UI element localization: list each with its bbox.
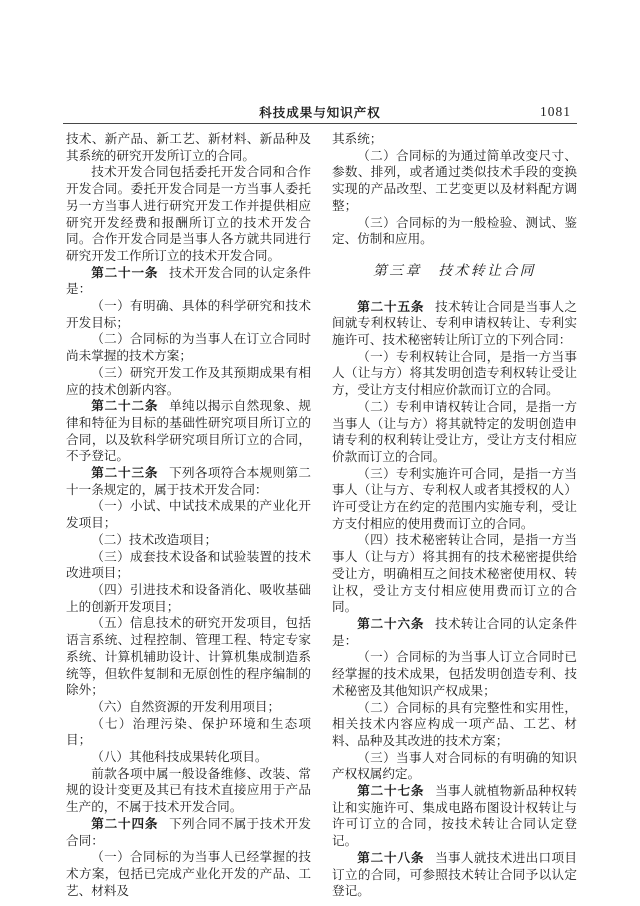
article-number: 第二十二条	[91, 399, 159, 414]
paragraph: （二）合同标的具有完整性和实用性，相关技术内容应构成一项产品、工艺、材料、品种及其改进的技术方案；	[332, 700, 577, 748]
paragraph: 技术开发合同包括委托开发合同和合作开发合同。委托开发合同是一方当事人委托另一方当事人进行研究开发工作并提供相应研究开发经费和报酬所订立的技术开发合同。合作开发合同是当事人各方就共同进行研究开发工作所订立的技术开发合同。	[66, 165, 311, 263]
page-number: 1081	[540, 104, 571, 119]
paragraph: 技术、新产品、新工艺、新材料、新品种及其系统的研究开发所订立的合同。	[66, 132, 311, 163]
paragraph: （三）研究开发工作及其预期成果有相应的技术创新内容。	[66, 365, 311, 397]
paragraph: 其系统；	[332, 132, 383, 146]
paragraph: （五）信息技术的研究开发项目，包括语言系统、过程控制、管理工程、特定专家系统、计算机辅助设计、计算机集成制造系统等，但软件复制和无原创性的程序编制的除外；	[66, 616, 311, 698]
article-number: 第二十一条	[91, 265, 159, 280]
paragraph: （二）合同标的为通过简单改变尺寸、参数、排列，或者通过类似技术手段的变换实现的产品改型、工艺变更以及材料配方调整；	[332, 148, 577, 213]
paragraph: （六）自然资源的开发利用项目；	[91, 699, 281, 714]
chapter-heading: 第三章 技术转让合同	[373, 262, 536, 278]
paragraph: （一）合同标的为当事人订立合同时已经掌握的技术成果，包括发明创造专利、技术秘密及其他知识产权成果；	[332, 650, 577, 698]
paragraph: （二）合同标的为当事人在订立合同时尚未掌握的技术方案；	[66, 332, 311, 364]
article-number: 第二十四条	[91, 816, 159, 831]
paragraph: 第二十八条 当事人就技术进出口项目订立的合同，可参照技术转让合同予以认定登记。	[332, 850, 578, 899]
paragraph: 第二十二条 单纯以揭示自然现象、规律和特征为目标的基础性研究项目所订立的合同，以及软科学研究项目所订立的合同，不予登记。	[66, 399, 312, 464]
paragraph: 前款各项中属一般设备维修、改装、常规的设计变更及其已有技术直接应用于产品生产的，不属于技术开发合同。	[66, 766, 311, 815]
page-header	[63, 103, 577, 124]
paragraph: 第二十三条 下列各项符合本规则第二十一条规定的，属于技术开发合同：	[66, 466, 312, 497]
paragraph: （一）小试、中试技术成果的产业化开发项目；	[66, 499, 311, 531]
running-title: 科技成果与知识产权	[259, 106, 381, 120]
text-columns	[66, 131, 577, 900]
paragraph: （四）技术秘密转让合同，是指一方当事人（让与方）将其拥有的技术秘密提供给受让方，明确相互之间技术秘密使用权、转让权，受让方支付相应使用费而订立的合同。	[332, 533, 577, 615]
paragraph: （一）专利权转让合同，是指一方当事人（让与方）将其发明创造专利权转让受让方，受让方支付相应价款而订立的合同。	[332, 349, 577, 398]
paragraph: 第二十四条 下列合同不属于技术开发合同：	[66, 816, 312, 848]
paragraph: （四）引进技术和设备消化、吸收基础上的创新开发项目；	[66, 582, 311, 614]
paragraph: （三）合同标的为一般检验、测试、鉴定、仿制和应用。	[332, 215, 577, 247]
paragraph: 第二十七条 当事人就植物新品种权转让和实施许可、集成电路布图设计权转让与许可订立的合同，按技术转让合同认定登记。	[332, 784, 578, 849]
paragraph: 第二十六条 技术转让合同的认定条件是：	[332, 616, 578, 648]
right-column	[332, 131, 577, 900]
paragraph: （一）合同标的为当事人已经掌握的技术方案，包括已完成产业化开发的产品、工艺、材料及	[66, 850, 311, 898]
article-number: 第二十五条	[357, 299, 425, 314]
article-number: 第二十六条	[357, 616, 425, 631]
paragraph: （一）有明确、具体的科学研究和技术开发目标；	[66, 299, 311, 330]
article-number: 第二十七条	[357, 784, 425, 799]
paragraph: （三）专利实施许可合同，是指一方当事人（让与方、专利权人或者其授权的人）许可受让方在约定的范围内实施专利，受让方支付相应的使用费而订立的合同。	[332, 466, 577, 531]
paragraph: （二）专利申请权转让合同，是指一方当事人（让与方）将其就特定的发明创造申请专利的权利转让受让方，受让方支付相应价款而订立的合同。	[332, 399, 577, 464]
paragraph: （七）治理污染、保护环境和生态项目；	[66, 716, 311, 748]
article-number: 第二十八条	[357, 850, 425, 865]
paragraph: （八）其他科技成果转化项目。	[91, 750, 268, 765]
paragraph: 第二十五条 技术转让合同是当事人之间就专利权转让、专利申请权转让、专利实施许可、技术秘密转让所订立的下列合同：	[332, 299, 578, 348]
paragraph: （二）技术改造项目；	[91, 532, 218, 547]
article-number: 第二十三条	[91, 466, 159, 481]
left-column	[66, 131, 311, 900]
paragraph: （三）成套技术设备和试验装置的技术改进项目；	[66, 549, 311, 581]
paragraph: （三）当事人对合同标的有明确的知识产权权属约定。	[332, 750, 577, 782]
paragraph: 第二十一条 技术开发合同的认定条件是：	[66, 265, 312, 297]
